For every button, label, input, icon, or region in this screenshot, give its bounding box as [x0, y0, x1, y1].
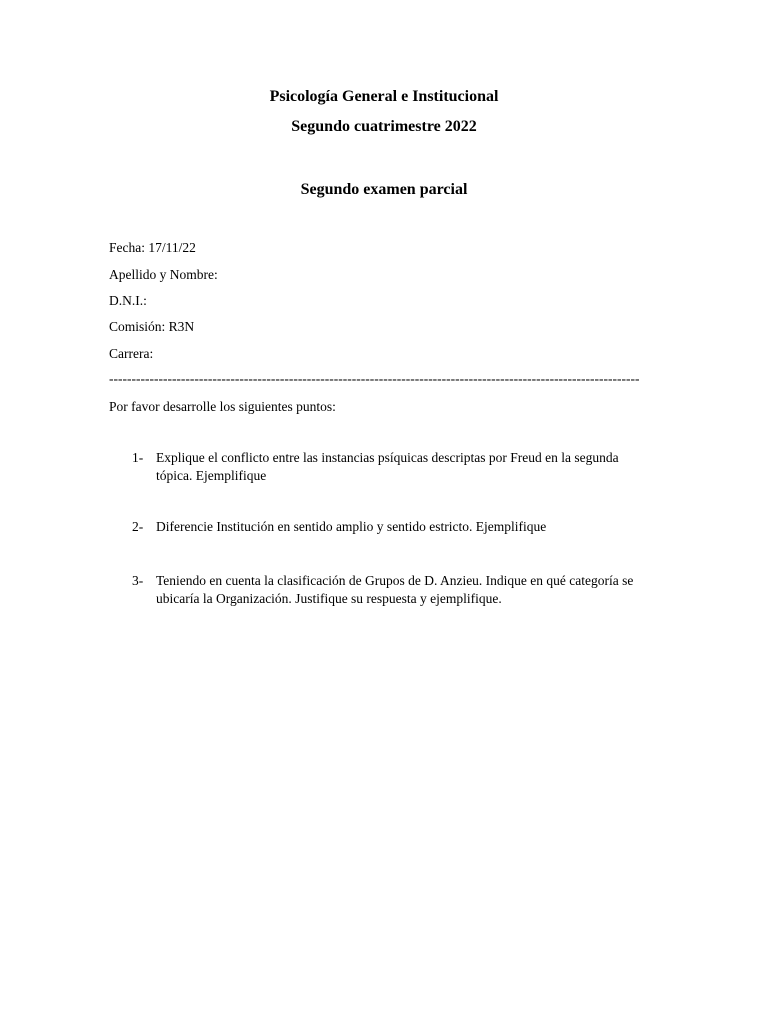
name-field: Apellido y Nombre: — [109, 267, 218, 282]
career-field: Carrera: — [109, 346, 154, 361]
question-text: Explique el conflicto entre las instancias psíquicas descriptas por Freud en la segunda tópica. Ejemplifique — [156, 450, 619, 483]
question-text: Diferencie Institución en sentido amplio y sentido estricto. Ejemplifique — [156, 519, 547, 534]
question-number: 2- — [132, 519, 144, 534]
commission-field: Comisión: R3N — [109, 319, 195, 334]
question-number: 1- — [132, 450, 144, 465]
term-title: Segundo cuatrimestre 2022 — [291, 118, 477, 135]
question-text: Teniendo en cuenta la clasificación de Grupos de D. Anzieu. Indique en qué categoría se ubicaría la Organización. Justifique su respuesta y ejemplifique. — [156, 573, 634, 606]
exam-title: Segundo examen parcial — [300, 181, 468, 198]
course-title: Psicología General e Institucional — [269, 88, 499, 105]
instructions-text: Por favor desarrolle los siguientes puntos: — [109, 399, 336, 414]
dashed-divider: ---------------------------------------------------------------------------------------------------------------------- — [109, 371, 640, 386]
question-number: 3- — [132, 573, 144, 588]
date-field: Fecha: 17/11/22 — [109, 240, 196, 255]
dni-field: D.N.I.: — [109, 293, 147, 308]
